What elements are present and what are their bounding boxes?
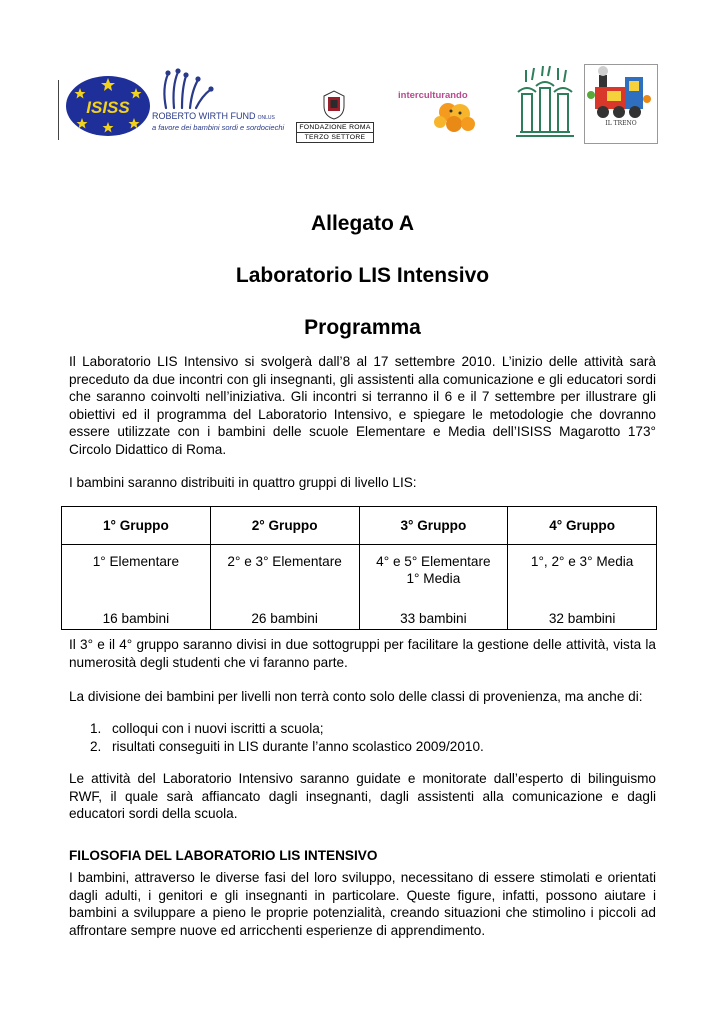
group-level: 1° Elementare xyxy=(92,554,180,569)
il-treno-logo: IL TRENO xyxy=(584,64,658,144)
group-level: 1°, 2° e 3° Media xyxy=(530,554,634,569)
group-count: 16 bambini xyxy=(102,611,170,626)
division-paragraph: La divisione dei bambini per livelli non terrà conto solo delle classi di provenienza, ma anche di: xyxy=(69,689,643,704)
table-header: 3° Gruppo xyxy=(359,507,508,545)
group-count: 32 bambini xyxy=(548,611,616,626)
group-level: 2° e 3° Elementare xyxy=(227,554,342,569)
filosofia-heading: FILOSOFIA DEL LABORATORIO LIS INTENSIVO xyxy=(69,848,378,863)
interculturando-logo: interculturando xyxy=(398,86,480,134)
isiss-logo xyxy=(64,74,152,138)
table-cell xyxy=(62,545,211,630)
allegato-title: Allegato A xyxy=(310,212,415,235)
activities-paragraph: Le attività del Laboratorio Intensivo saranno guidate e monitorate dall’esperto di bilinguismo RWF, il quale sarà affiancato dagli insegnanti, dagli assistenti alla comunicazione e dagli educatori sordi della scuola. xyxy=(69,771,656,821)
table-header: 4° Gruppo xyxy=(508,507,657,545)
svg-text:ISISS: ISISS xyxy=(86,98,130,117)
subgroups-paragraph: Il 3° e il 4° gruppo saranno divisi in due sottogruppi per facilitare la gestione delle attività, vista la numerosità degli studenti che vi faranno parte. xyxy=(69,637,656,670)
table-cell xyxy=(210,545,359,630)
group-count: 33 bambini xyxy=(400,611,467,626)
group-count: 26 bambini xyxy=(251,611,318,626)
table-header: 1° Gruppo xyxy=(62,507,211,545)
group-level: 4° e 5° Elementare 1° Media xyxy=(376,554,491,586)
table-cell xyxy=(508,545,657,630)
list-item: 1. colloqui con i nuovi iscritti a scuola; xyxy=(90,721,324,736)
programma-title: Programma xyxy=(304,316,421,339)
table-header: 2° Gruppo xyxy=(210,507,359,545)
divider xyxy=(58,80,59,140)
logo-bar xyxy=(58,62,658,144)
list-item: 2. risultati conseguiti in LIS durante l’anno scolastico 2009/2010. xyxy=(90,739,484,754)
laboratorio-title: Laboratorio LIS Intensivo xyxy=(235,264,490,287)
rwf-caption: ROBERTO WIRTH FUND ONLUS a favore dei bambini sordi e sordociechi xyxy=(152,111,285,132)
groups-table xyxy=(61,506,657,630)
columns-logo xyxy=(512,66,578,138)
table-cell xyxy=(359,545,508,630)
fondazione-roma-logo: FONDAZIONE ROMA TERZO SETTORE xyxy=(288,90,380,142)
intro-paragraph: Il Laboratorio LIS Intensivo si svolgerà dall’8 al 17 settembre 2010. L’inizio delle attività sarà preceduto da due incontri con gli insegnanti, gli assistenti alla comunicazione e gli educatori sordi che saranno coinvolti nell’iniziativa. Gli incontri si terranno il 6 e il 7 settembre per illustrare gli obiettivi ed il programma del Laboratorio Intensivo, e spiegare le metodologie che dovranno essere utilizzate con i bambini delle scuole Elementare e Media dell’ISISS Magarotto 173° Circolo Didattico di Roma. xyxy=(69,354,656,457)
rwf-logo xyxy=(150,68,290,144)
groups-intro: I bambini saranno distribuiti in quattro gruppi di livello LIS: xyxy=(69,475,417,490)
filosofia-paragraph: I bambini, attraverso le diverse fasi del loro sviluppo, necessitano di essere stimolati e orientati dagli adulti, i genitori e gli insegnanti in particolare. Queste figure, infatti, possono aiutare i bambini a sviluppare a pieno le proprie potenzialità, creando situazioni che stimolino i piccoli ad affrontare sempre nuove ed arricchenti esperienze di apprendimento. xyxy=(69,870,656,938)
